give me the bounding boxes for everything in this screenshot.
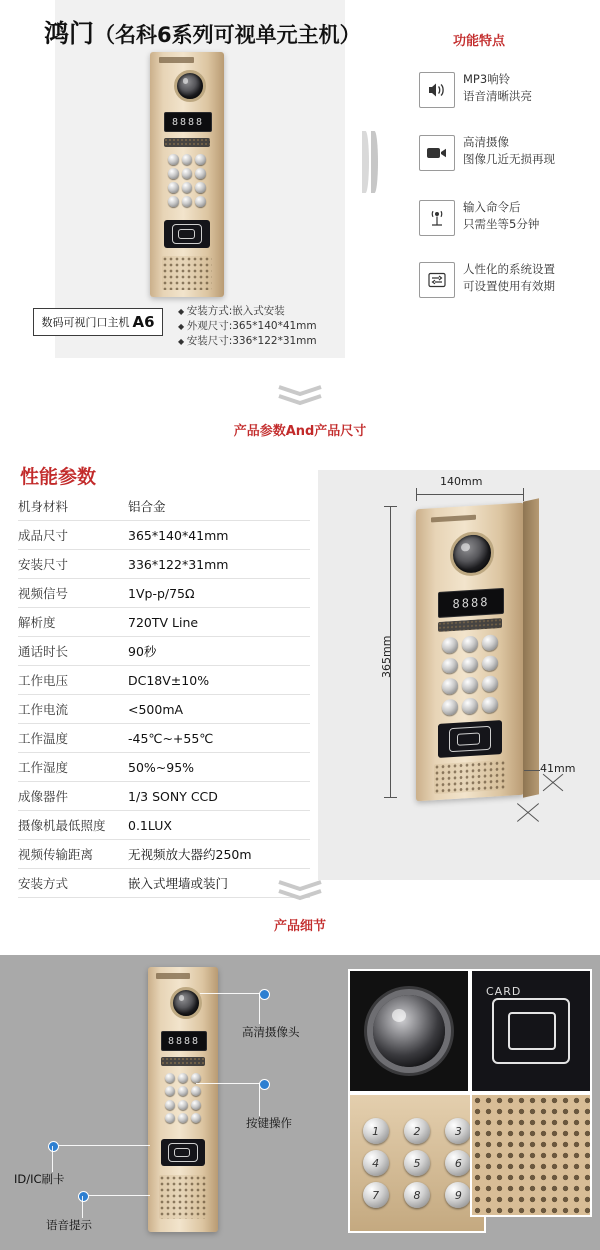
param-value: 1/3 SONY CCD xyxy=(128,782,310,811)
camera-icon xyxy=(450,531,494,578)
device-front-details xyxy=(148,967,218,1232)
keypad-key[interactable] xyxy=(482,655,498,672)
keypad-key[interactable] xyxy=(462,698,478,715)
param-value: 铝合金 xyxy=(128,492,310,521)
antenna-icon xyxy=(419,200,455,236)
table-row xyxy=(18,666,310,695)
keypad-key[interactable]: 2 xyxy=(404,1118,430,1144)
keypad-key[interactable] xyxy=(482,676,498,693)
photo-speaker-mesh xyxy=(470,1093,592,1217)
keypad-key[interactable] xyxy=(168,154,179,165)
feature-line1: 高清摄像 xyxy=(463,135,509,149)
table-row xyxy=(18,695,310,724)
dim-width-tick-left xyxy=(416,488,417,501)
param-value: 无视频放大器约250m xyxy=(128,840,310,869)
keypad-key[interactable] xyxy=(195,196,206,207)
dim-width-label: 140mm xyxy=(440,475,483,488)
section-caption-details: 产品细节 xyxy=(273,919,326,934)
keypad-key[interactable] xyxy=(195,154,206,165)
hand-card-icon xyxy=(492,998,570,1064)
keypad-key[interactable] xyxy=(482,634,498,651)
param-key: 视频信号 xyxy=(18,579,128,608)
card-reader-icon xyxy=(161,1139,205,1166)
feature-line2: 语音清晰洪亮 xyxy=(463,89,532,103)
keypad-key[interactable] xyxy=(442,678,458,695)
keypad-key[interactable] xyxy=(178,1086,188,1096)
dim-height-label: 365mm xyxy=(380,635,393,678)
keypad-key[interactable] xyxy=(168,196,179,207)
callout-line xyxy=(86,1195,150,1196)
keypad-key[interactable] xyxy=(462,677,478,694)
model-label-text: 数码可视门口主机 xyxy=(41,316,130,329)
feature-line1: 输入命令后 xyxy=(463,200,521,214)
table-row xyxy=(18,753,310,782)
hero-spec-list xyxy=(178,304,317,349)
callout-line xyxy=(200,993,262,994)
keypad-key[interactable] xyxy=(182,154,193,165)
speaker-grill xyxy=(164,138,210,147)
device-logo xyxy=(159,57,195,63)
keypad-key[interactable] xyxy=(178,1113,188,1123)
mic-mesh xyxy=(162,256,212,290)
keypad-key[interactable] xyxy=(482,696,498,713)
table-row xyxy=(18,579,310,608)
param-value: 0.1LUX xyxy=(128,811,310,840)
keypad-key[interactable]: 7 xyxy=(363,1182,389,1208)
param-key: 通话时长 xyxy=(18,637,128,666)
device-logo xyxy=(431,514,476,522)
keypad-key[interactable] xyxy=(195,182,206,193)
device-display-text: 8888 xyxy=(167,1035,201,1047)
param-value: DC18V±10% xyxy=(128,666,310,695)
dim-height-tick-bottom xyxy=(384,797,397,798)
device-display xyxy=(438,588,504,618)
device-front-dimension xyxy=(416,503,524,802)
card-reader-icon xyxy=(438,720,502,758)
device-display xyxy=(164,112,212,132)
keypad-key[interactable] xyxy=(182,168,193,179)
feature-text xyxy=(463,261,555,295)
card-reader-icon xyxy=(164,220,210,248)
device-display-text: 8888 xyxy=(452,594,490,612)
keypad-key[interactable] xyxy=(182,182,193,193)
table-row xyxy=(18,782,310,811)
model-label-code: A6 xyxy=(132,313,155,331)
hero-spec-item: ◆ 外观尺寸:365*140*41mm xyxy=(178,319,317,334)
param-key: 成品尺寸 xyxy=(18,521,128,550)
keypad-key[interactable] xyxy=(191,1086,201,1096)
hero-section xyxy=(0,0,600,360)
callout-line xyxy=(259,994,260,1024)
feature-line1: 人性化的系统设置 xyxy=(463,262,555,276)
table-row xyxy=(18,811,310,840)
feature-text xyxy=(463,199,539,233)
dim-width-line xyxy=(416,494,524,495)
keypad-key[interactable]: 5 xyxy=(404,1150,430,1176)
param-value: 50%~95% xyxy=(128,753,310,782)
table-row xyxy=(18,840,310,869)
callout-label-card: ID/IC刷卡 xyxy=(14,1172,65,1186)
callout-line xyxy=(82,1196,83,1218)
callout-dot xyxy=(259,1079,270,1090)
keypad-key[interactable] xyxy=(165,1073,175,1083)
param-key: 工作湿度 xyxy=(18,753,128,782)
callout-label-camera: 高清摄像头 xyxy=(242,1025,300,1039)
speaker-grill xyxy=(161,1057,205,1066)
keypad xyxy=(165,1073,201,1113)
param-value: -45℃~+55℃ xyxy=(128,724,310,753)
keypad-key[interactable] xyxy=(165,1100,175,1110)
callout-dot xyxy=(48,1141,59,1152)
keypad-key[interactable] xyxy=(178,1073,188,1083)
callout-line xyxy=(196,1083,262,1084)
table-row xyxy=(18,492,310,521)
dim-depth-label: 41mm xyxy=(540,762,576,775)
photo-lens xyxy=(348,969,470,1093)
param-key: 安装尺寸 xyxy=(18,550,128,579)
hand-card-icon xyxy=(449,726,491,752)
table-row xyxy=(18,550,310,579)
keypad-key[interactable] xyxy=(191,1100,201,1110)
keypad-key[interactable] xyxy=(165,1113,175,1123)
callout-dot xyxy=(78,1191,89,1202)
section-caption-params: 产品参数And产品尺寸 xyxy=(233,424,367,439)
card-label: CARD xyxy=(486,985,522,998)
model-label xyxy=(33,308,163,336)
param-key: 工作温度 xyxy=(18,724,128,753)
param-value: 365*140*41mm xyxy=(128,521,310,550)
mic-mesh xyxy=(434,760,506,794)
keypad-key[interactable] xyxy=(168,168,179,179)
photo-card-reader xyxy=(470,969,592,1093)
keypad-key[interactable] xyxy=(165,1086,175,1096)
table-row xyxy=(18,637,310,666)
hand-card-icon xyxy=(172,224,203,243)
param-value: <500mA xyxy=(128,695,310,724)
device-logo xyxy=(156,973,190,979)
keypad-key[interactable] xyxy=(182,196,193,207)
keypad-key[interactable]: 3 xyxy=(445,1118,471,1144)
table-row xyxy=(18,521,310,550)
feature-line2: 只需坐等5分钟 xyxy=(463,217,540,231)
callout-line xyxy=(52,1146,53,1172)
device-front-hero xyxy=(150,52,224,297)
param-value: 90秒 xyxy=(128,637,310,666)
callout-line xyxy=(58,1145,150,1146)
callout-line xyxy=(259,1084,260,1116)
keypad-key[interactable] xyxy=(191,1113,201,1123)
param-key: 工作电压 xyxy=(18,666,128,695)
keypad xyxy=(442,634,498,700)
param-key: 视频传输距离 xyxy=(18,840,128,869)
chevron-down-icon xyxy=(0,385,600,407)
keypad-key[interactable]: 9 xyxy=(445,1182,471,1208)
brand-name: 鸿门 xyxy=(44,19,95,48)
keypad-key[interactable] xyxy=(462,636,478,653)
keypad-key[interactable]: 8 xyxy=(404,1182,430,1208)
feature-line1: MP3响铃 xyxy=(463,72,511,86)
keypad-key[interactable] xyxy=(462,656,478,673)
camera-icon xyxy=(174,70,206,102)
keypad-key[interactable] xyxy=(178,1100,188,1110)
feature-text xyxy=(463,134,555,168)
keypad-key[interactable]: 4 xyxy=(363,1150,389,1176)
keypad-key[interactable] xyxy=(442,699,458,716)
arrow-divider-icon xyxy=(362,131,386,193)
settings-icon xyxy=(419,262,455,298)
hero-spec-item: ◆ 安装尺寸:336*122*31mm xyxy=(178,334,317,349)
params-title: 性能参数 xyxy=(20,466,97,488)
device-display-text: 8888 xyxy=(171,116,205,128)
dimension-panel xyxy=(318,470,600,880)
camera-icon xyxy=(419,135,455,171)
hero-spec-item: ◆ 安装方式:嵌入式安装 xyxy=(178,304,317,319)
callout-label-voice: 语音提示 xyxy=(46,1218,92,1232)
feature-line2: 图像几近无损再现 xyxy=(463,152,555,166)
details-section xyxy=(0,955,600,1250)
lens-closeup-icon xyxy=(373,995,445,1067)
dim-depth-line xyxy=(524,770,540,771)
feature-text xyxy=(463,71,532,105)
param-value: 1Vp-p/75Ω xyxy=(128,579,310,608)
param-key: 解析度 xyxy=(18,608,128,637)
dim-width-tick-right xyxy=(523,488,524,501)
keypad-key[interactable] xyxy=(442,657,458,674)
callout-dot xyxy=(259,989,270,1000)
keypad-key[interactable]: 6 xyxy=(445,1150,471,1176)
device-display xyxy=(161,1031,207,1051)
table-row xyxy=(18,608,310,637)
feature-line2: 可设置使用有效期 xyxy=(463,279,555,293)
page-title xyxy=(44,14,361,50)
param-key: 工作电流 xyxy=(18,695,128,724)
keypad-key[interactable] xyxy=(195,168,206,179)
keypad-key[interactable] xyxy=(442,637,458,654)
param-value: 嵌入式埋墙或装门 xyxy=(128,869,310,898)
title-subtitle: （名科6系列可视单元主机） xyxy=(94,23,361,47)
param-key: 成像器件 xyxy=(18,782,128,811)
param-value: 720TV Line xyxy=(128,608,310,637)
callout-label-keypad: 按键操作 xyxy=(246,1116,292,1130)
device-side-face xyxy=(523,498,539,797)
chevron-down-icon xyxy=(0,880,600,902)
keypad xyxy=(168,154,206,197)
dim-height-tick-top xyxy=(384,506,397,507)
photo-keypad xyxy=(348,1093,486,1233)
param-value: 336*122*31mm xyxy=(128,550,310,579)
keypad-key[interactable] xyxy=(191,1073,201,1083)
param-key: 机身材料 xyxy=(18,492,128,521)
keypad-key[interactable] xyxy=(168,182,179,193)
table-row xyxy=(18,724,310,753)
hand-card-icon xyxy=(168,1143,197,1162)
param-key: 摄像机最低照度 xyxy=(18,811,128,840)
speaker-grill xyxy=(438,618,502,632)
features-title: 功能特点 xyxy=(453,34,506,49)
params-table xyxy=(18,492,310,898)
mic-mesh xyxy=(159,1175,207,1219)
param-key: 安装方式 xyxy=(18,869,128,898)
camera-icon xyxy=(170,987,202,1019)
speaker-icon xyxy=(419,72,455,108)
keypad-key[interactable]: 1 xyxy=(363,1118,389,1144)
